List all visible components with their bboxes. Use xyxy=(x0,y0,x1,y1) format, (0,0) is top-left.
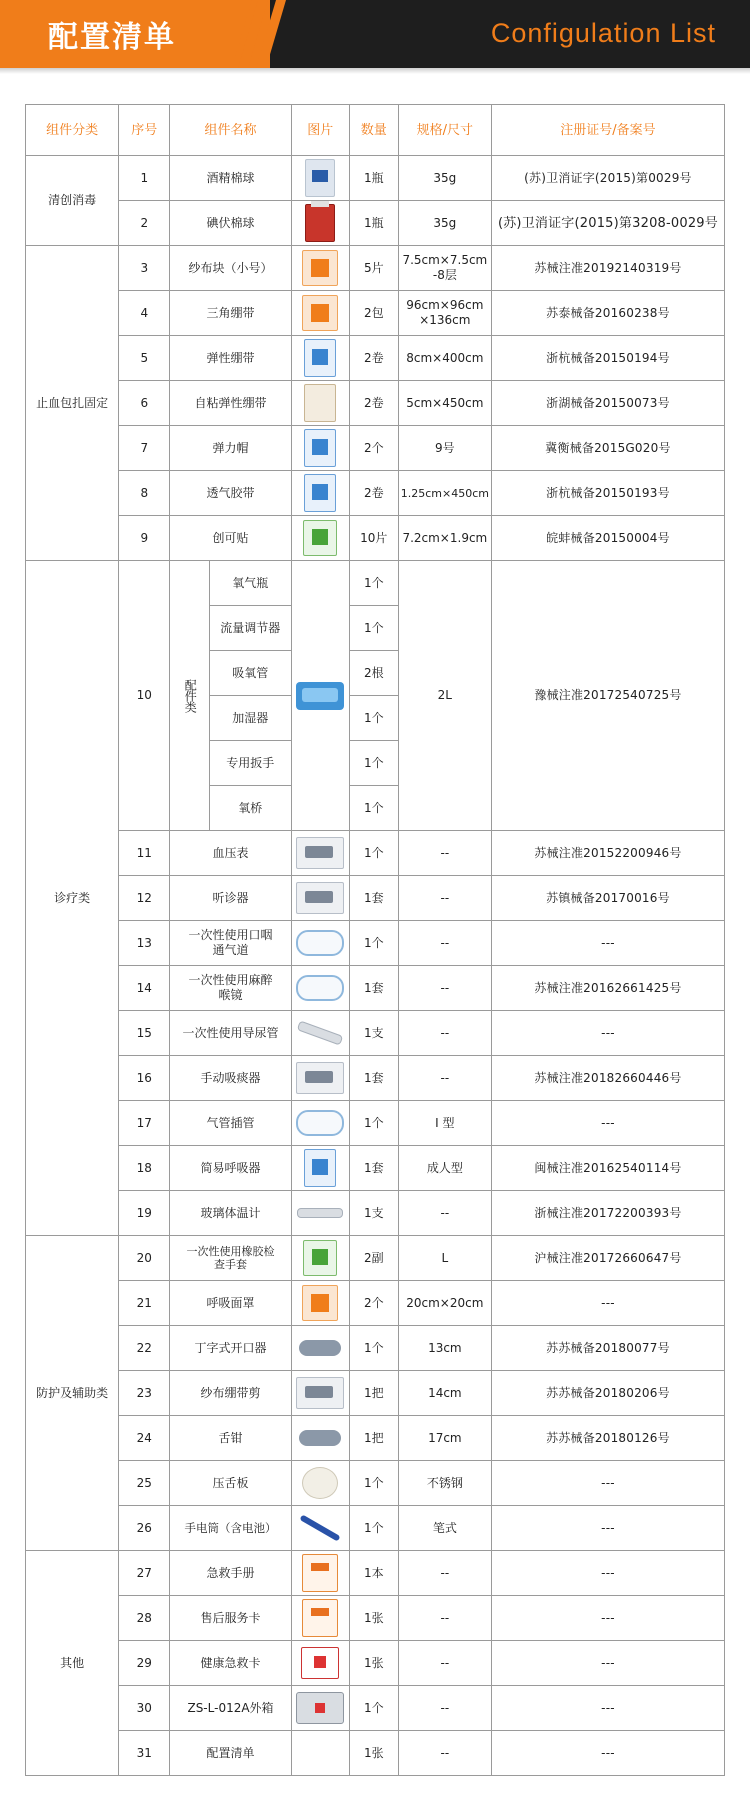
row-name: 纱布绷带剪 xyxy=(170,1371,291,1416)
row-reg: 苏苏械备20180077号 xyxy=(491,1326,724,1371)
row-qty: 1张 xyxy=(349,1596,398,1641)
row-name: 流量调节器 xyxy=(210,606,292,651)
row-reg: --- xyxy=(491,1506,724,1551)
table-row xyxy=(26,246,725,291)
row-name: 压舌板 xyxy=(170,1461,291,1506)
row-spec: L xyxy=(398,1236,491,1281)
row-no: 18 xyxy=(119,1146,170,1191)
table-row xyxy=(26,1326,725,1371)
row-spec: 5cm×450cm xyxy=(398,381,491,426)
row-spec: 20cm×20cm xyxy=(398,1281,491,1326)
table-row xyxy=(26,1371,725,1416)
laryngoscope-icon xyxy=(296,975,344,1001)
blood-pressure-icon xyxy=(296,837,344,869)
row-qty: 1套 xyxy=(349,1146,398,1191)
row-no: 22 xyxy=(119,1326,170,1371)
row-reg: 皖蚌械备20150004号 xyxy=(491,516,724,561)
table-row xyxy=(26,1281,725,1326)
row-no: 21 xyxy=(119,1281,170,1326)
category-cell: 清创消毒 xyxy=(26,156,119,246)
header-category: 组件分类 xyxy=(26,105,119,156)
row-picture xyxy=(291,516,349,561)
row-qty: 2卷 xyxy=(349,381,398,426)
header-banner xyxy=(0,0,750,68)
row-name: 舌钳 xyxy=(170,1416,291,1461)
row-qty: 1支 xyxy=(349,1191,398,1236)
table-row xyxy=(26,1641,725,1686)
row-reg: --- xyxy=(491,1011,724,1056)
row-spec: 17cm xyxy=(398,1416,491,1461)
row-picture xyxy=(291,1236,349,1281)
package-icon xyxy=(304,474,336,512)
row-name: 氧桥 xyxy=(210,786,292,831)
row-no: 11 xyxy=(119,831,170,876)
row-picture xyxy=(291,471,349,516)
header-spec: 规格/尺寸 xyxy=(398,105,491,156)
row-name: 配置清单 xyxy=(170,1731,291,1776)
row-picture xyxy=(291,966,349,1011)
row-qty: 1个 xyxy=(349,1101,398,1146)
row-spec: 9号 xyxy=(398,426,491,471)
row-name: 专用扳手 xyxy=(210,741,292,786)
row-no: 17 xyxy=(119,1101,170,1146)
row-qty: 1个 xyxy=(349,561,398,606)
package-icon xyxy=(304,384,336,422)
card-icon xyxy=(302,1599,338,1637)
row-reg: 苏苏械备20180126号 xyxy=(491,1416,724,1461)
row-qty: 2卷 xyxy=(349,336,398,381)
table-row xyxy=(26,291,725,336)
gloves-icon xyxy=(303,1240,337,1276)
row-name: 丁字式开口器 xyxy=(170,1326,291,1371)
row-qty: 2包 xyxy=(349,291,398,336)
thermometer-icon xyxy=(297,1208,343,1218)
row-reg: 苏械注准20182660446号 xyxy=(491,1056,724,1101)
table-row xyxy=(26,1731,725,1776)
row-name: 健康急救卡 xyxy=(170,1641,291,1686)
row-name: 自粘弹性绷带 xyxy=(170,381,291,426)
row-picture xyxy=(291,1506,349,1551)
row-no: 2 xyxy=(119,201,170,246)
row-picture xyxy=(291,1011,349,1056)
row-name: 吸氧管 xyxy=(210,651,292,696)
row-picture xyxy=(291,1326,349,1371)
table-row xyxy=(26,471,725,516)
table-row xyxy=(26,1506,725,1551)
row-reg: 苏镇械备20170016号 xyxy=(491,876,724,921)
accessory-group-label: 配件类 xyxy=(170,561,210,831)
header-name: 组件名称 xyxy=(170,105,291,156)
row-qty: 1个 xyxy=(349,1326,398,1371)
row-spec: I 型 xyxy=(398,1101,491,1146)
case-icon xyxy=(296,1692,344,1724)
row-no: 31 xyxy=(119,1731,170,1776)
row-picture xyxy=(291,246,349,291)
row-reg: --- xyxy=(491,1641,724,1686)
row-qty: 1个 xyxy=(349,741,398,786)
flashlight-icon xyxy=(300,1514,341,1541)
catheter-icon xyxy=(297,1020,344,1045)
table-row xyxy=(26,516,725,561)
row-reg: --- xyxy=(491,1596,724,1641)
row-qty: 1个 xyxy=(349,696,398,741)
row-picture xyxy=(291,336,349,381)
row-name: 呼吸面罩 xyxy=(170,1281,291,1326)
row-spec: -- xyxy=(398,1641,491,1686)
row-name: 手电筒（含电池） xyxy=(170,1506,291,1551)
row-qty: 1套 xyxy=(349,1056,398,1101)
table-row xyxy=(26,561,725,606)
row-reg: 苏泰械备20160238号 xyxy=(491,291,724,336)
row-no: 14 xyxy=(119,966,170,1011)
row-reg: --- xyxy=(491,1101,724,1146)
config-table xyxy=(25,104,725,1776)
table-row xyxy=(26,1551,725,1596)
row-no: 4 xyxy=(119,291,170,336)
row-no: 12 xyxy=(119,876,170,921)
row-picture xyxy=(291,831,349,876)
row-no: 27 xyxy=(119,1551,170,1596)
table-row xyxy=(26,1056,725,1101)
package-icon xyxy=(304,339,336,377)
row-qty: 10片 xyxy=(349,516,398,561)
row-reg: 苏械注准20192140319号 xyxy=(491,246,724,291)
row-spec: 35g xyxy=(398,156,491,201)
row-spec: -- xyxy=(398,831,491,876)
row-spec: -- xyxy=(398,1551,491,1596)
row-picture xyxy=(291,1731,349,1776)
row-picture xyxy=(291,426,349,471)
row-name: 一次性使用麻醉喉镜 xyxy=(170,966,291,1011)
row-name: 一次性使用导尿管 xyxy=(170,1011,291,1056)
category-cell: 其他 xyxy=(26,1551,119,1776)
row-picture xyxy=(291,1596,349,1641)
row-name: 手动吸痰器 xyxy=(170,1056,291,1101)
instrument-icon xyxy=(299,1340,341,1356)
row-spec: 成人型 xyxy=(398,1146,491,1191)
row-picture xyxy=(291,156,349,201)
row-reg: 浙杭械备20150194号 xyxy=(491,336,724,381)
row-no: 26 xyxy=(119,1506,170,1551)
row-name: 三角绷带 xyxy=(170,291,291,336)
row-qty: 1个 xyxy=(349,1686,398,1731)
row-spec: 96cm×96cm ×136cm xyxy=(398,291,491,336)
row-reg: 苏械注准20152200946号 xyxy=(491,831,724,876)
row-qty: 1本 xyxy=(349,1551,398,1596)
package-icon xyxy=(303,520,337,556)
table-row xyxy=(26,336,725,381)
row-qty: 1套 xyxy=(349,966,398,1011)
row-spec: 2L xyxy=(398,561,491,831)
row-name: 碘伏棉球 xyxy=(170,201,291,246)
row-name: 简易呼吸器 xyxy=(170,1146,291,1191)
row-no: 16 xyxy=(119,1056,170,1101)
table-row xyxy=(26,201,725,246)
bottle-icon xyxy=(305,204,335,242)
table-header-row xyxy=(26,105,725,156)
card-icon xyxy=(301,1647,339,1679)
row-no: 25 xyxy=(119,1461,170,1506)
table-row xyxy=(26,1101,725,1146)
row-spec: -- xyxy=(398,876,491,921)
row-no: 3 xyxy=(119,246,170,291)
row-picture xyxy=(291,561,349,831)
row-spec: 不锈钢 xyxy=(398,1461,491,1506)
row-picture xyxy=(291,921,349,966)
row-spec: -- xyxy=(398,966,491,1011)
table-row xyxy=(26,876,725,921)
row-reg: 苏械注准20162661425号 xyxy=(491,966,724,1011)
row-spec: 7.5cm×7.5cm -8层 xyxy=(398,246,491,291)
header-no: 序号 xyxy=(119,105,170,156)
row-picture xyxy=(291,1686,349,1731)
table-row xyxy=(26,1191,725,1236)
banner-shadow xyxy=(0,68,750,74)
row-reg: 浙械注准20172200393号 xyxy=(491,1191,724,1236)
category-cell: 诊疗类 xyxy=(26,561,119,1236)
row-name: ZS-L-012A外箱 xyxy=(170,1686,291,1731)
row-picture xyxy=(291,381,349,426)
row-picture xyxy=(291,1461,349,1506)
row-qty: 5片 xyxy=(349,246,398,291)
row-qty: 1套 xyxy=(349,876,398,921)
row-reg: --- xyxy=(491,1281,724,1326)
package-icon xyxy=(302,250,338,286)
suction-icon xyxy=(296,1062,344,1094)
row-spec: 13cm xyxy=(398,1326,491,1371)
row-reg: (苏)卫消证字(2015)第3208-0029号 xyxy=(491,201,724,246)
row-qty: 1把 xyxy=(349,1416,398,1461)
package-icon xyxy=(302,295,338,331)
row-spec: -- xyxy=(398,1596,491,1641)
depressor-icon xyxy=(302,1467,338,1499)
row-qty: 1个 xyxy=(349,786,398,831)
row-qty: 2个 xyxy=(349,1281,398,1326)
row-reg: 浙湖械备20150073号 xyxy=(491,381,724,426)
table-row xyxy=(26,1011,725,1056)
row-picture xyxy=(291,1416,349,1461)
row-picture xyxy=(291,1371,349,1416)
row-qty: 2个 xyxy=(349,426,398,471)
row-no: 7 xyxy=(119,426,170,471)
row-picture xyxy=(291,1101,349,1146)
table-row xyxy=(26,1686,725,1731)
page-title-english: Configulation List xyxy=(490,18,716,48)
manual-icon xyxy=(302,1554,338,1592)
row-qty: 2根 xyxy=(349,651,398,696)
row-spec: 1.25cm×450cm xyxy=(398,471,491,516)
row-no: 10 xyxy=(119,561,170,831)
row-qty: 1瓶 xyxy=(349,201,398,246)
row-no: 24 xyxy=(119,1416,170,1461)
row-spec: 7.2cm×1.9cm xyxy=(398,516,491,561)
row-no: 15 xyxy=(119,1011,170,1056)
row-name: 创可贴 xyxy=(170,516,291,561)
row-no: 28 xyxy=(119,1596,170,1641)
row-qty: 1个 xyxy=(349,1461,398,1506)
row-qty: 1张 xyxy=(349,1731,398,1776)
table-row xyxy=(26,381,725,426)
row-reg: 闽械注准20162540114号 xyxy=(491,1146,724,1191)
row-spec: 35g xyxy=(398,201,491,246)
row-reg: --- xyxy=(491,1461,724,1506)
table-row xyxy=(26,1236,725,1281)
row-spec: 14cm xyxy=(398,1371,491,1416)
row-no: 20 xyxy=(119,1236,170,1281)
row-no: 6 xyxy=(119,381,170,426)
forceps-icon xyxy=(299,1430,341,1446)
row-no: 23 xyxy=(119,1371,170,1416)
row-name: 急救手册 xyxy=(170,1551,291,1596)
header-qty: 数量 xyxy=(349,105,398,156)
row-reg: 沪械注准20172660647号 xyxy=(491,1236,724,1281)
row-no: 19 xyxy=(119,1191,170,1236)
row-name: 纱布块（小号） xyxy=(170,246,291,291)
row-picture xyxy=(291,1641,349,1686)
row-name: 弹性绷带 xyxy=(170,336,291,381)
row-picture xyxy=(291,1146,349,1191)
row-spec: -- xyxy=(398,1686,491,1731)
row-picture xyxy=(291,1551,349,1596)
row-qty: 2副 xyxy=(349,1236,398,1281)
row-name: 听诊器 xyxy=(170,876,291,921)
category-cell: 止血包扎固定 xyxy=(26,246,119,561)
row-picture xyxy=(291,1056,349,1101)
row-name: 弹力帽 xyxy=(170,426,291,471)
row-qty: 1个 xyxy=(349,1506,398,1551)
banner-stripes xyxy=(232,0,322,68)
row-no: 8 xyxy=(119,471,170,516)
row-name: 气管插管 xyxy=(170,1101,291,1146)
row-qty: 1把 xyxy=(349,1371,398,1416)
row-reg: 冀衡械备2015G020号 xyxy=(491,426,724,471)
category-cell: 防护及辅助类 xyxy=(26,1236,119,1551)
table-row xyxy=(26,921,725,966)
bottle-icon xyxy=(305,159,335,197)
row-name: 加湿器 xyxy=(210,696,292,741)
mask-icon xyxy=(302,1285,338,1321)
row-no: 29 xyxy=(119,1641,170,1686)
row-reg: 苏苏械备20180206号 xyxy=(491,1371,724,1416)
row-no: 13 xyxy=(119,921,170,966)
row-no: 9 xyxy=(119,516,170,561)
row-qty: 1瓶 xyxy=(349,156,398,201)
row-reg: (苏)卫消证字(2015)第0029号 xyxy=(491,156,724,201)
row-picture xyxy=(291,201,349,246)
row-name: 血压表 xyxy=(170,831,291,876)
row-spec: -- xyxy=(398,1191,491,1236)
resuscitator-icon xyxy=(304,1149,336,1187)
row-name: 透气胶带 xyxy=(170,471,291,516)
row-spec: -- xyxy=(398,1056,491,1101)
row-name: 一次性使用口咽通气道 xyxy=(170,921,291,966)
table-row xyxy=(26,1416,725,1461)
row-qty: 1支 xyxy=(349,1011,398,1056)
airway-icon xyxy=(296,930,344,956)
row-qty: 1个 xyxy=(349,606,398,651)
stethoscope-icon xyxy=(296,882,344,914)
row-no: 30 xyxy=(119,1686,170,1731)
tube-icon xyxy=(296,1110,344,1136)
package-icon xyxy=(304,429,336,467)
row-name: 酒精棉球 xyxy=(170,156,291,201)
table-row xyxy=(26,426,725,471)
header-picture: 图片 xyxy=(291,105,349,156)
row-reg: --- xyxy=(491,1551,724,1596)
table-row xyxy=(26,1461,725,1506)
oxygen-kit-icon xyxy=(296,682,344,710)
row-qty: 1个 xyxy=(349,831,398,876)
row-qty: 2卷 xyxy=(349,471,398,516)
table-row xyxy=(26,831,725,876)
row-reg: --- xyxy=(491,921,724,966)
table-row xyxy=(26,1146,725,1191)
row-no: 1 xyxy=(119,156,170,201)
row-name: 一次性使用橡胶检查手套 xyxy=(170,1236,291,1281)
row-reg: --- xyxy=(491,1686,724,1731)
row-spec: -- xyxy=(398,921,491,966)
row-name: 玻璃体温计 xyxy=(170,1191,291,1236)
row-qty: 1个 xyxy=(349,921,398,966)
header-reg: 注册证号/备案号 xyxy=(491,105,724,156)
table-row xyxy=(26,156,725,201)
row-picture xyxy=(291,1191,349,1236)
row-spec: 笔式 xyxy=(398,1506,491,1551)
row-spec: -- xyxy=(398,1731,491,1776)
row-no: 5 xyxy=(119,336,170,381)
row-picture xyxy=(291,1281,349,1326)
row-reg: 豫械注准20172540725号 xyxy=(491,561,724,831)
row-reg: --- xyxy=(491,1731,724,1776)
row-picture xyxy=(291,876,349,921)
row-name: 氧气瓶 xyxy=(210,561,292,606)
row-picture xyxy=(291,291,349,336)
table-row xyxy=(26,1596,725,1641)
row-spec: 8cm×400cm xyxy=(398,336,491,381)
row-name: 售后服务卡 xyxy=(170,1596,291,1641)
row-reg: 浙杭械备20150193号 xyxy=(491,471,724,516)
row-spec: -- xyxy=(398,1011,491,1056)
page-title: 配置清单 xyxy=(48,20,176,55)
scissors-icon xyxy=(296,1377,344,1409)
row-qty: 1张 xyxy=(349,1641,398,1686)
table-row xyxy=(26,966,725,1011)
